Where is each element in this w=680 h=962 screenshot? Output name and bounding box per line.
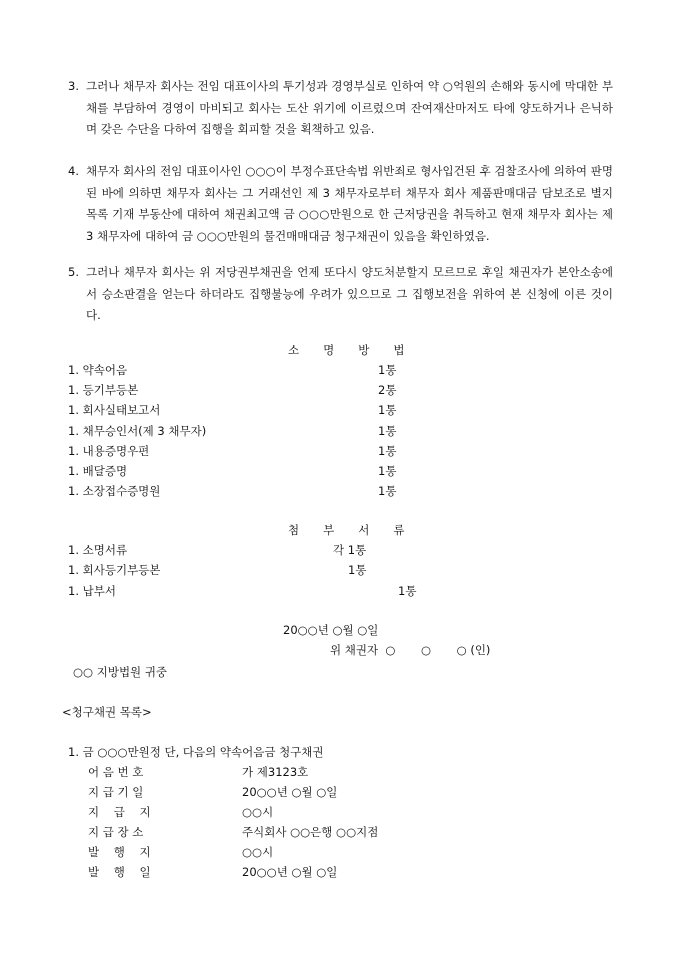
paragraph-number: 4. [68,164,79,178]
claim-label: 어 음 번 호 [88,765,144,779]
paragraph-3 [68,76,613,141]
claim-value: 20○○년 ○월 ○일 [242,865,338,879]
evidence-item: 1. 소장접수증명원 [68,484,161,498]
attachments-heading [288,520,404,540]
evidence-heading [288,340,404,360]
claim-label: 발 행 지 [88,845,151,859]
claim-label: 지 급 장 소 [88,825,144,839]
evidence-count: 1통 [378,444,397,458]
evidence-count: 1통 [378,484,397,498]
claim-label: 지 급 기 일 [88,785,144,799]
heading-char: 법 [393,343,405,357]
claim-value: 주식회사 ○○은행 ○○지점 [242,825,379,839]
heading-char: 부 [323,523,335,537]
attachment-count: 1통 [348,563,367,577]
attachment-count: 각 1통 [333,543,367,557]
claim-value: 20○○년 ○월 ○일 [242,785,338,799]
heading-char: 명 [323,343,335,357]
claim-intro: 1. 금 ○○○만원정 단, 다음의 약속어음금 청구채권 [68,745,324,759]
heading-char: 류 [393,523,405,537]
attachment-item: 1. 소명서류 [68,543,128,557]
evidence-item: 1. 약속어음 [68,363,128,377]
heading-char: 서 [358,523,370,537]
claim-label: 발 행 일 [88,865,151,879]
paragraph-number: 3. [68,79,79,93]
evidence-item: 1. 내용증명우편 [68,444,150,458]
heading-char: 소 [288,343,300,357]
paragraph-text: 그러나 채무자 회사는 전임 대표이사의 투기성과 경영부실로 인하여 약 ○억원의 손해와 동시에 막대한 부채를 부담하여 경영이 마비되고 회사는 도산 위기에 이르렀으며 잔여재산마저도 타에 양도하거나 은닉하며 갖은 수단을 다하여 집행을 회피할 것을 획책하고 있음. [86,79,613,136]
attachment-item: 1. 회사등기부등본 [68,563,161,577]
attachment-count: 1통 [398,584,417,598]
heading-char: 첨 [288,523,300,537]
attachment-item: 1. 납부서 [68,584,116,598]
claim-value: ○○시 [242,845,274,859]
paragraph-number: 5. [68,265,79,279]
claim-label: 지 급 지 [88,805,151,819]
claims-list-title: <청구채권 목록> [62,705,152,719]
evidence-item: 1. 배달증명 [68,464,128,478]
court-addressee: ○○ 지방법원 귀중 [73,665,168,679]
paragraph-5 [68,262,613,327]
evidence-count: 2통 [378,383,397,397]
evidence-count: 1통 [378,363,397,377]
heading-char: 방 [358,343,370,357]
claim-value: 가 제3123호 [242,765,309,779]
evidence-item: 1. 회사실태보고서 [68,403,161,417]
evidence-count: 1통 [378,403,397,417]
evidence-item: 1. 채무승인서(제 3 채무자) [68,424,207,438]
claim-value: ○○시 [242,805,274,819]
evidence-count: 1통 [378,464,397,478]
creditor-signature: 위 채권자 ○ ○ ○ (인) [330,643,491,657]
paragraph-4 [68,161,613,247]
paragraph-text: 채무자 회사의 전임 대표이사인 ○○○이 부정수표단속법 위반죄로 형사입건된 후 검찰조사에 의하여 판명된 바에 의하면 채무자 회사는 그 거래선인 제 3 채무자로부터 채무자 회사 제품판매대금 담보조로 별지 목록 기재 부동산에 대하여 채권최고액 금 ○○○만원으로 한 근저당권을 취득하고 현재 채무자 회사는 제 3 채무자에 대하여 금 ○○○만원의 물건매매대금 청구채권이 있음을 확인하였음. [86,164,613,243]
paragraph-text: 그러나 채무자 회사는 위 저당권부채권을 언제 또다시 양도처분할지 모르므로 후일 채권자가 본안소송에서 승소판결을 얻는다 하더라도 집행불능에 우려가 있으므로 그 집행보전을 위하여 본 신청에 이른 것이다. [86,265,613,322]
filing-date: 20○○년 ○월 ○일 [283,623,379,637]
evidence-item: 1. 등기부등본 [68,383,139,397]
evidence-count: 1통 [378,424,397,438]
